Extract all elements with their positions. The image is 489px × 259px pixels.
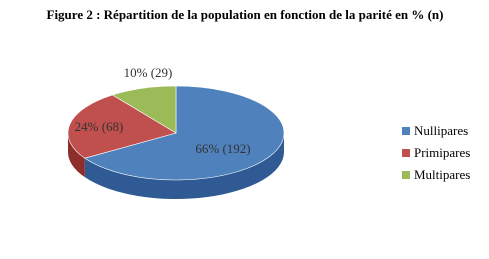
legend-item-nullipares [402, 120, 470, 142]
data-label-nullipares: 66% (192) [195, 141, 251, 156]
chart-title: Figure 2 : Répartition de la population en fonction de la parité en % (n) [46, 7, 444, 22]
legend-label: Multipares [414, 167, 471, 182]
legend [402, 120, 470, 186]
legend-item-primipares [402, 142, 470, 164]
data-label-multipares: 10% (29) [123, 65, 173, 80]
legend-swatch [402, 171, 410, 179]
legend-swatch [402, 149, 410, 157]
data-label-primipares: 24% (68) [74, 119, 124, 134]
legend-item-multipares [402, 164, 470, 186]
legend-label: Primipares [414, 145, 471, 160]
legend-swatch [402, 127, 410, 135]
legend-label: Nullipares [414, 123, 469, 138]
